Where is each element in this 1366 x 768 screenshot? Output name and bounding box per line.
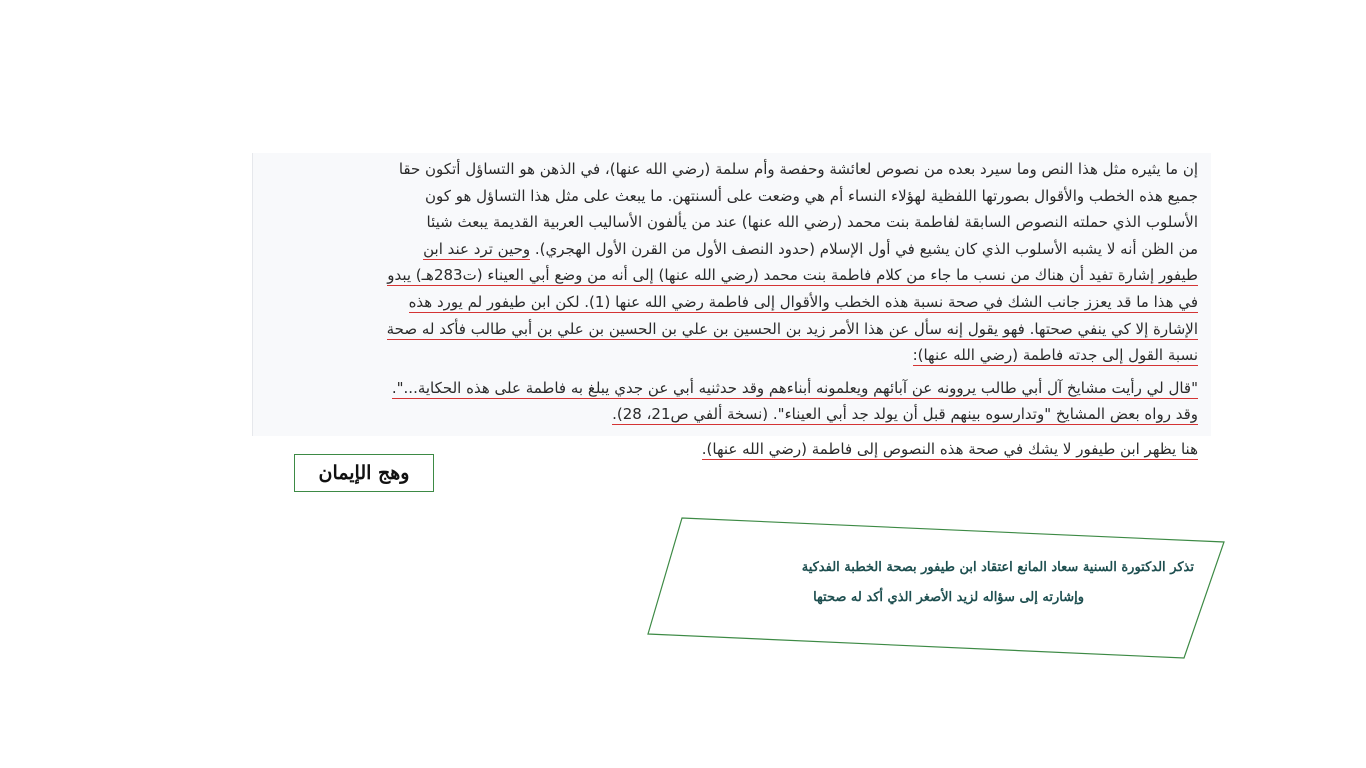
article-line-5-text: طيفور إشارة تفيد أن هناك من نسب ما جاء من كلام فاطمة بنت محمد (رضي الله عنها) إلى أنه من وضع أبي العيناء (ت283هـ) يبدو [387,266,1198,285]
article-line-6 [272,289,1198,316]
note-text [660,553,1194,613]
article-line-3-text: الأسلوب الذي حملته النصوص السابقة لفاطمة بنت محمد (رضي الله عنها) عند من يألفون الأساليب العربية القديمة يبعث شيئا [426,213,1198,232]
article-line-5 [272,262,1198,289]
article-line-6-text: في هذا ما قد يعزز جانب الشك في صحة نسبة هذه الخطب والأقوال إلى فاطمة رضي الله عنها (1). لكن ابن طيفور لم يورد هذه [408,292,1198,311]
article-line-last-text: هنا يظهر ابن طيفور لا يشك في صحة هذه النصوص إلى فاطمة (رضي الله عنها). [701,439,1198,458]
article-text [272,156,1198,463]
article-quote-line-2-text: وقد رواه بعض المشايخ "وتدارسوه بينهم قبل أن يولد جد أبي العيناء". (نسخة ألفي ص21، 28). [612,405,1198,424]
article-quote-line-1-text: "قال لي رأيت مشايخ آل أبي طالب يروونه عن آبائهم ويعلمونه أبناءهم وقد حدثنيه أبي عن جدي يبلغ به فاطمة على هذه الحكاية...". [391,378,1198,397]
article-line-4-highlight: وحين ترد عند ابن [423,239,531,258]
article-line-8 [272,342,1198,369]
note-line-1: تذكر الدكتورة السنية سعاد المانع اعتقاد ابن طيفور بصحة الخطبة الفدكية [801,560,1194,575]
stamp-logo-text: وهج الإيمان [318,462,410,484]
article-line-4 [272,236,1198,263]
article-line-7-text: الإشارة إلا كي ينفي صحتها. فهو يقول إنه سأل عن هذا الأمر زيد بن الحسين بن علي بن الحسين بن علي بن أبي طالب فأكد له صحة [386,319,1198,338]
article-line-2 [272,183,1198,210]
article-quote-line-1 [272,375,1198,402]
article-line-8-text: نسبة القول إلى جدته فاطمة (رضي الله عنها): [912,346,1198,365]
article-line-1-text: إن ما يثيره مثل هذا النص وما سيرد بعده من نصوص لعائشة وحفصة وأم سلمة (رضي الله عنها)، في الذهن هو التساؤل أتكون حقا [398,160,1198,178]
article-quote-line-2 [272,401,1198,428]
article-line-3 [272,209,1198,236]
article-line-2-text: جميع هذه الخطب والأقوال بصورتها اللفظية لهؤلاء النساء أم هي وضعت على ألسنتهن. ما يبعث على مثل هذا التساؤل هو كون [425,186,1198,205]
note-line-2: وإشارته إلى سؤاله لزيد الأصغر الذي أكد له صحتها [813,590,1084,605]
article-line-1 [272,156,1198,183]
stamp-logo [294,454,434,492]
article-line-7 [272,316,1198,343]
article-line-4-text: من الظن أنه لا يشبه الأسلوب الذي كان يشيع في أول الإسلام (حدود النصف الأول من القرن الأول الهجري). [530,239,1198,258]
